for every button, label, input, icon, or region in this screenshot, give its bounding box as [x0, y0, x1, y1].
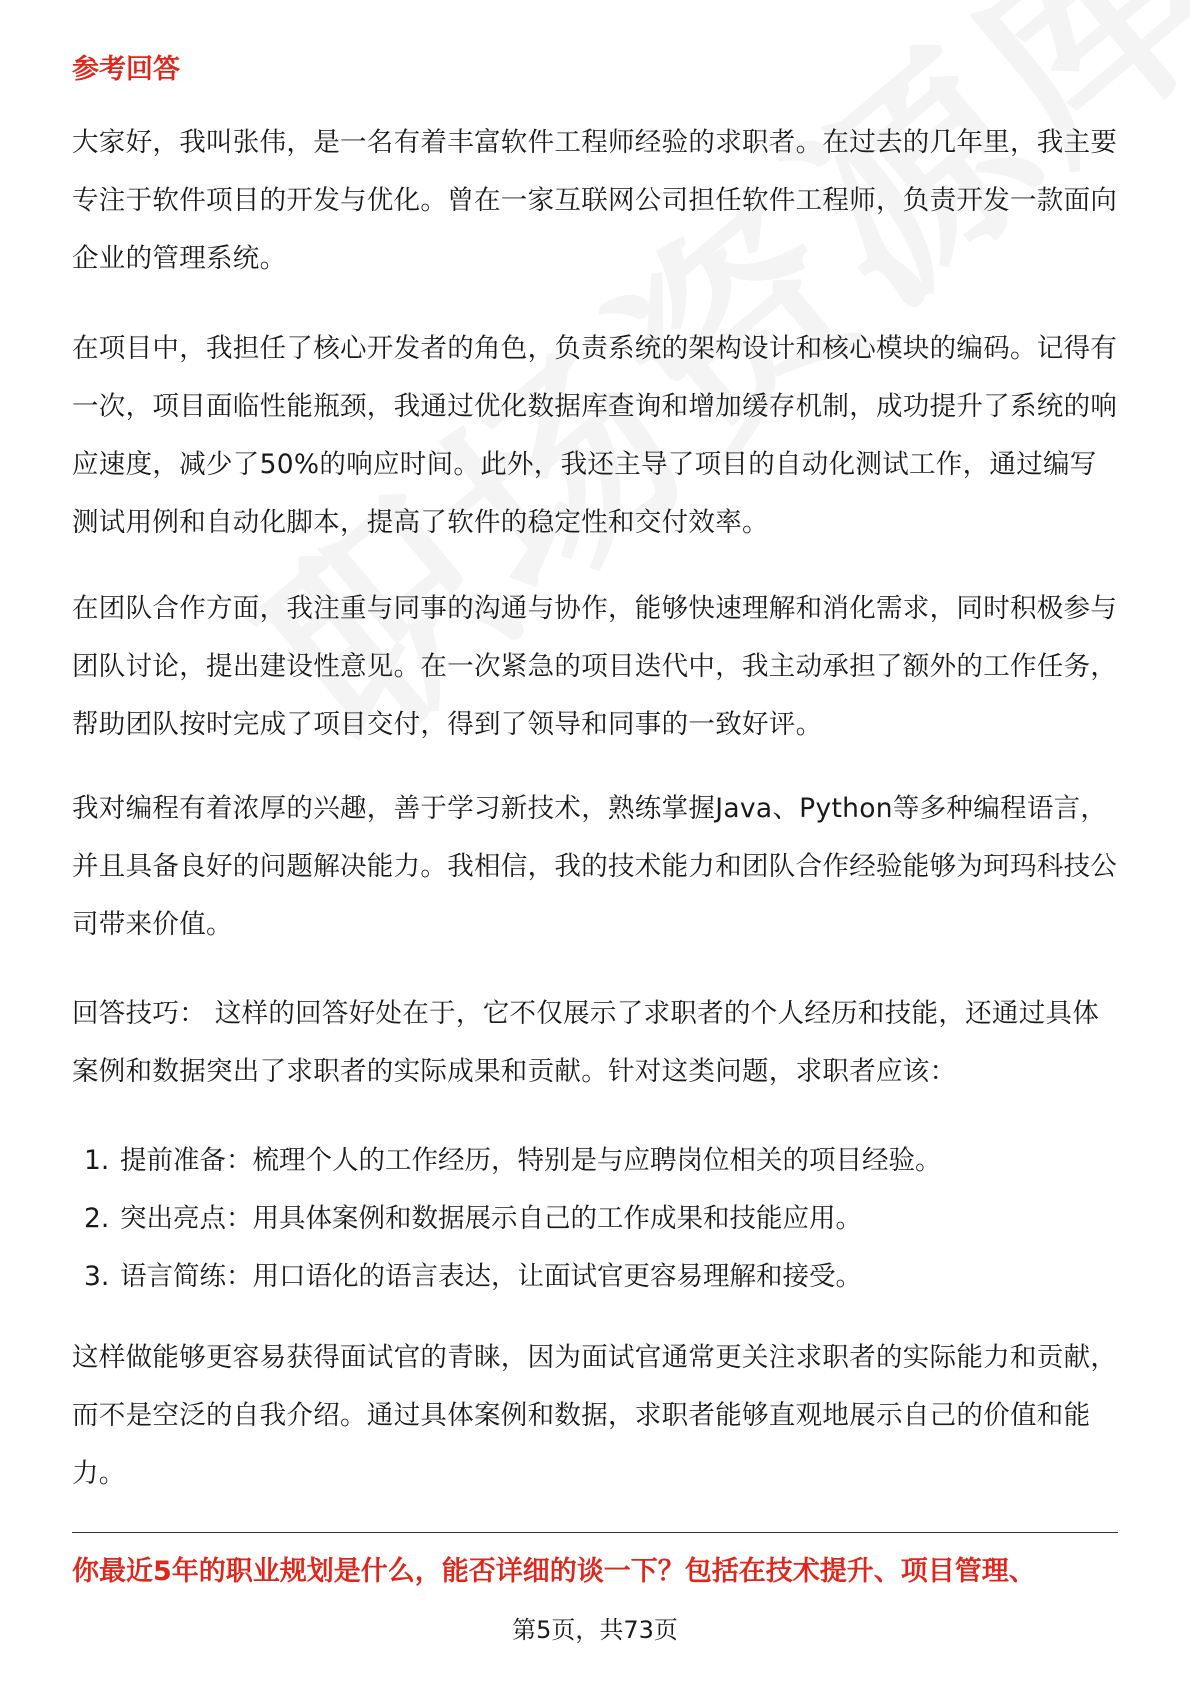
paragraph-project: 在项目中，我担任了核心开发者的角色，负责系统的架构设计和核心模块的编码。记得有一次，项目面临性能瓶颈，我通过优化数据库查询和增加缓存机制，成功提升了系统的响应速度，减少了50%的响应时间。此外，我还主导了项目的自动化测试工作，通过编写测试用例和自动化脚本，提高了软件的稳定性和交付效率。 [72, 333, 1118, 538]
paragraph-conclusion: 这样做能够更容易获得面试官的青睐，因为面试官通常更关注求职者的实际能力和贡献，而不是空泛的自我介绍。通过具体案例和数据，求职者能够直观地展示自己的价值和能力。 [72, 1342, 1118, 1489]
document-page [72, 0, 1118, 1684]
divider [72, 1532, 1118, 1533]
section-title: 参考回答 [72, 54, 180, 85]
paragraph-teamwork: 在团队合作方面，我注重与同事的沟通与协作，能够快速理解和消化需求，同时积极参与团队讨论，提出建设性意见。在一次紧急的项目迭代中，我主动承担了额外的工作任务，帮助团队按时完成了项目交付，得到了领导和同事的一致好评。 [72, 593, 1118, 740]
list-number: 3. [84, 1261, 110, 1292]
paragraph-answer-tips: 回答技巧： 这样的回答好处在于，它不仅展示了求职者的个人经历和技能，还通过具体案例和数据突出了求职者的实际成果和贡献。针对这类问题，求职者应该： [72, 998, 1100, 1087]
page-footer: 第5页，共73页 [512, 1616, 678, 1644]
paragraph-skills: 我对编程有着浓厚的兴趣，善于学习新技术，熟练掌握Java、Python等多种编程语言，并且具备良好的问题解决能力。我相信，我的技术能力和团队合作经验能够为珂玛科技公司带来价值。 [72, 793, 1118, 940]
tips-list-item [84, 1190, 1114, 1248]
list-number: 1. [84, 1145, 110, 1176]
list-text: 提前准备：梳理个人的工作经历，特别是与应聘岗位相关的项目经验。 [120, 1145, 942, 1176]
tips-list-item [84, 1132, 1114, 1190]
tips-list-item [84, 1248, 1114, 1306]
list-number: 2. [84, 1203, 110, 1234]
list-text: 突出亮点：用具体案例和数据展示自己的工作成果和技能应用。 [120, 1203, 862, 1234]
next-question-heading: 你最近5年的职业规划是什么，能否详细的谈一下？包括在技术提升、项目管理、 [72, 1556, 1036, 1587]
list-text: 语言简练：用口语化的语言表达，让面试官更容易理解和接受。 [120, 1261, 862, 1292]
tips-list [84, 1132, 1114, 1306]
paragraph-intro: 大家好，我叫张伟，是一名有着丰富软件工程师经验的求职者。在过去的几年里，我主要专注于软件项目的开发与优化。曾在一家互联网公司担任软件工程师，负责开发一款面向企业的管理系统。 [72, 127, 1118, 274]
